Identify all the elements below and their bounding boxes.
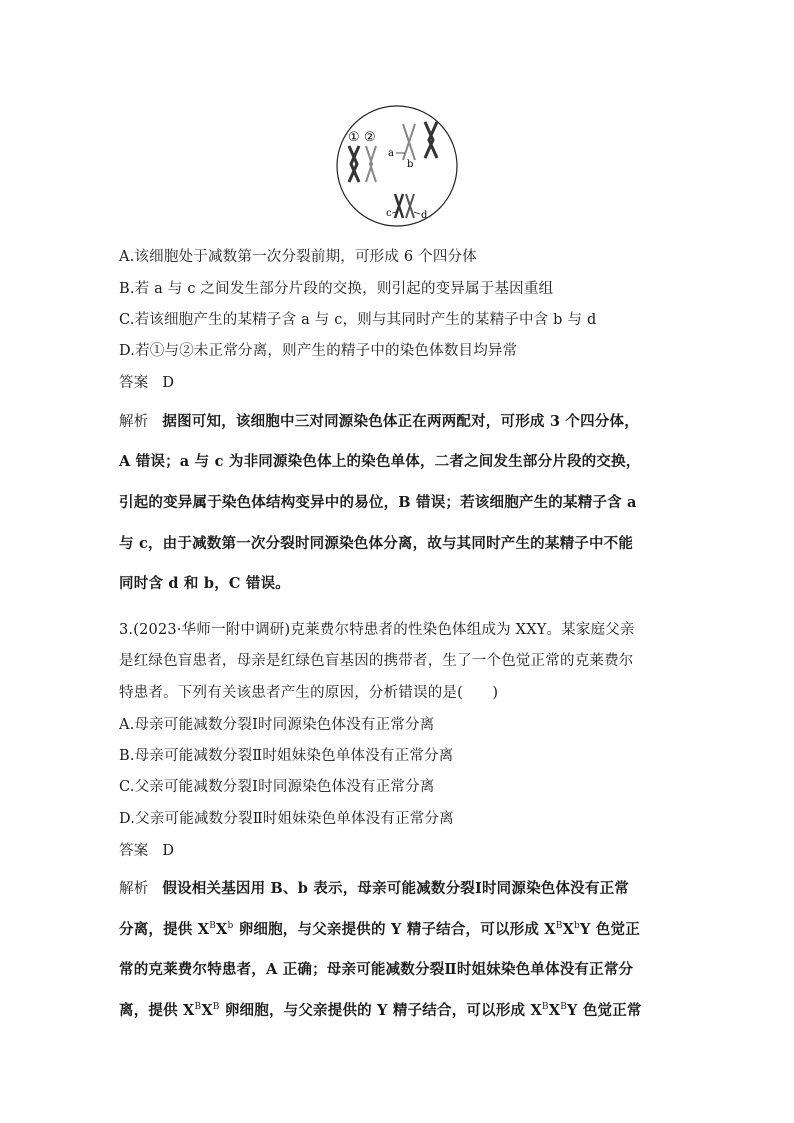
q3-answer-value: D bbox=[162, 843, 175, 859]
q2-option-b: B.若 a 与 c 之间发生部分片段的交换，则引起的变异属于基因重组 bbox=[119, 281, 554, 297]
q3-analysis-text-4a: 离，提供 X bbox=[119, 1002, 195, 1019]
q3-analysis-text-2d: X bbox=[562, 921, 575, 938]
chromosome-pair-1 bbox=[349, 146, 376, 182]
q3-analysis-text-4d: X bbox=[548, 1002, 561, 1019]
q3-analysis-line-2 bbox=[119, 920, 640, 940]
cell-diagram-svg bbox=[335, 104, 459, 228]
superscript-b: b bbox=[227, 921, 234, 931]
gene-label-c: c bbox=[386, 208, 392, 219]
q2-option-a: A.该细胞处于减数第一次分裂前期，可形成 6 个四分体 bbox=[119, 249, 477, 265]
gene-label-d: d bbox=[421, 210, 428, 221]
q3-analysis-label: 解析 bbox=[119, 881, 149, 897]
gene-label-b: b bbox=[407, 159, 414, 170]
chromosome-pair-3 bbox=[395, 194, 414, 218]
q3-analysis-text-4e: Y 色觉正常 bbox=[567, 1002, 642, 1019]
q3-option-c: C.父亲可能减数分裂Ⅰ时同源染色体没有正常分离 bbox=[119, 779, 435, 795]
q3-analysis-text-4c: 卵细胞，与父亲提供的 Y 精子结合，可以形成 X bbox=[219, 1002, 542, 1019]
q3-analysis-text-2c: 卵细胞，与父亲提供的 Y 精子结合，可以形成 X bbox=[233, 921, 556, 938]
q3-answer-label: 答案 bbox=[119, 843, 149, 859]
q3-stem-line-3: 特患者。下列有关该患者产生的原因，分析错误的是( ) bbox=[119, 685, 499, 701]
q3-answer bbox=[119, 841, 174, 861]
q2-analysis-line-2: A 错误；a 与 c 为非同源染色体上的染色单体，二者之间发生部分片段的交换， bbox=[119, 453, 641, 470]
q2-analysis-line-1 bbox=[119, 412, 639, 432]
q3-analysis-text-2a: 分离，提供 X bbox=[119, 921, 210, 938]
q2-answer bbox=[119, 373, 174, 393]
q2-option-d: D.若①与②未正常分离，则产生的精子中的染色体数目均异常 bbox=[119, 343, 518, 359]
gene-label-a: a bbox=[388, 148, 394, 159]
superscript-B: B bbox=[194, 1002, 202, 1012]
q2-analysis-label: 解析 bbox=[119, 414, 149, 430]
q3-analysis-line-3: 常的克莱费尔特患者，A 正确；母亲可能减数分裂Ⅱ时姐妹染色单体没有正常分 bbox=[119, 961, 634, 978]
q3-option-d: D.父亲可能减数分裂Ⅱ时姐妹染色单体没有正常分离 bbox=[119, 811, 454, 827]
q3-stem-line-1: 3.(2023·华师一附中调研)克莱费尔特患者的性染色体组成为 XXY。某家庭父亲 bbox=[119, 622, 635, 638]
label-circle-1: ① bbox=[348, 130, 360, 145]
q3-analysis-line-1 bbox=[119, 879, 629, 899]
cell-diagram bbox=[335, 104, 459, 228]
q2-answer-label: 答案 bbox=[119, 375, 149, 391]
q2-analysis-line-4: 与 c，由于减数第一次分裂时同源染色体分离，故与其同时产生的某精子中不能 bbox=[119, 535, 634, 552]
q2-option-c: C.若该细胞产生的某精子含 a 与 c，则与其同时产生的某精子中含 b 与 d bbox=[119, 312, 597, 328]
q3-stem-line-2: 是红绿色盲患者，母亲是红绿色盲基因的携带者，生了一个色觉正常的克莱费尔 bbox=[119, 653, 634, 669]
q3-analysis-line-4 bbox=[119, 1001, 642, 1021]
q3-option-b: B.母亲可能减数分裂Ⅱ时姐妹染色单体没有正常分离 bbox=[119, 748, 454, 764]
q3-analysis-text-2b: X bbox=[216, 921, 228, 938]
label-circle-2: ② bbox=[364, 130, 376, 145]
superscript-B: B bbox=[209, 921, 217, 931]
superscript-B: B bbox=[212, 1002, 220, 1012]
q2-answer-value: D bbox=[162, 375, 175, 391]
q3-analysis-text-2e: Y 色觉正 bbox=[580, 921, 640, 938]
q2-analysis-line-3: 引起的变异属于染色体结构变异中的易位，B 错误；若该细胞产生的某精子含 a bbox=[119, 494, 637, 511]
superscript-B: B bbox=[555, 921, 563, 931]
chromosome-pair-2 bbox=[403, 122, 437, 160]
q3-option-a: A.母亲可能减数分裂Ⅰ时同源染色体没有正常分离 bbox=[119, 717, 435, 733]
superscript-B: B bbox=[560, 1002, 568, 1012]
q2-analysis-line-5: 同时含 d 和 b，C 错误。 bbox=[119, 575, 291, 592]
q2-analysis-text-1: 据图可知，该细胞中三对同源染色体正在两两配对，可形成 3 个四分体， bbox=[162, 413, 639, 430]
superscript-b: b bbox=[574, 921, 580, 931]
superscript-B: B bbox=[541, 1002, 549, 1012]
q3-analysis-text-4b: X bbox=[201, 1002, 213, 1019]
q3-analysis-text-1: 假设相关基因用 B、b 表示，母亲可能减数分裂Ⅰ时同源染色体没有正常 bbox=[162, 880, 629, 897]
